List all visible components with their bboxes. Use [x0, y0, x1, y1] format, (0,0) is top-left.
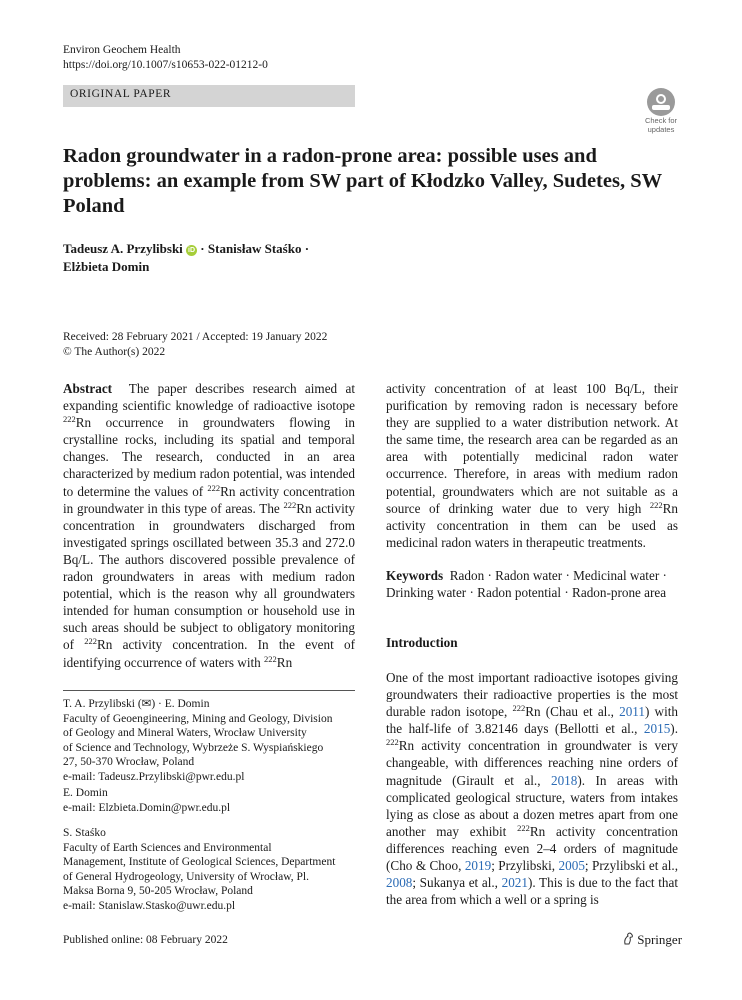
author-3[interactable]: Elżbieta Domin	[63, 259, 150, 274]
received-accepted: Received: 28 February 2021 / Accepted: 19 January 2022	[63, 331, 328, 343]
journal-header	[63, 43, 268, 73]
keywords-text: Radon · Radon water · Medicinal water · Drinking water · Radon potential · Radon-prone area	[386, 568, 667, 601]
abstract-text: Rn activity concentration in them can be used as medicinal radon waters in therapeutic treatments.	[386, 500, 678, 550]
abstract-col1	[63, 380, 355, 671]
check-updates-line1: Check for	[644, 116, 678, 125]
springer-horse-icon	[622, 932, 634, 945]
check-for-updates-badge[interactable]	[641, 88, 681, 134]
affiliation-line: of General Hydrogeology, University of Wrocław, Pl.	[63, 870, 309, 883]
sup: 222	[63, 414, 76, 425]
affiliation-line: Faculty of Geoengineering, Mining and Geology, Division	[63, 712, 333, 725]
abstract-text: Rn activity concentration. In the event of identifying occurrence of waters with	[63, 637, 355, 670]
intro-text: ; Przylibski et al.,	[584, 858, 678, 874]
affiliation-1	[63, 697, 355, 784]
sup: 222	[264, 653, 277, 664]
affiliation-line: of Science and Technology, Wybrzeże S. Wyspiańskiego	[63, 741, 324, 754]
publisher-name: Springer	[637, 932, 683, 947]
intro-text: Rn activity concentration differences reaching even 2–4 orders of magnitude (Cho & Choo,	[386, 823, 678, 874]
citation-link[interactable]: 2021	[501, 875, 528, 891]
author-separator: · Stanisław Staśko ·	[197, 241, 310, 256]
footnote-rule	[63, 690, 355, 691]
published-online: Published online: 08 February 2022	[63, 934, 228, 946]
abstract-text: Rn occurrence in groundwaters flowing in crystalline rocks, including its spatial and temporal changes. The research, conducted in an area characterized by medium radon potential, was intended to determine the values of	[63, 415, 355, 499]
email-link[interactable]: e-mail: Tadeusz.Przylibski@pwr.edu.pl	[63, 770, 245, 783]
abstract-text: Rn	[276, 654, 293, 670]
intro-text: ; Sukanya et al.,	[412, 875, 502, 891]
intro-text: ; Przylibski,	[491, 858, 559, 874]
affiliation-line: Management, Institute of Geological Sciences, Department	[63, 856, 336, 868]
affiliation-line: 27, 50-370 Wrocław, Poland	[63, 756, 195, 768]
affiliation-line: of Geology and Mineral Waters, Wrocław University	[63, 727, 307, 739]
citation-link[interactable]: 2019	[464, 858, 492, 874]
article-type: ORIGINAL PAPER	[70, 88, 172, 100]
intro-text: ).	[670, 721, 678, 737]
dates-block	[63, 330, 327, 360]
sup: 222	[517, 822, 530, 833]
affiliation-line: Faculty of Earth Sciences and Environmental	[63, 841, 272, 854]
article-type-band	[63, 85, 355, 107]
introduction-text	[386, 669, 678, 908]
intro-text: Rn activity concentration in groundwater is very changeable, with differences reaching nine orders of magnitude (Girault et al.,	[386, 738, 678, 788]
intro-text: One of the most important radioactive isotopes giving groundwaters their radioactive properties is the most durable radon isotope,	[386, 670, 678, 720]
abstract-text: Rn activity concentration in groundwater in this type of areas. The	[63, 483, 355, 516]
email-link[interactable]: e-mail: Stanislaw.Stasko@uwr.edu.pl	[63, 899, 236, 912]
sup: 222	[84, 636, 97, 647]
author-list	[63, 240, 483, 276]
doi-link[interactable]: https://doi.org/10.1007/s10653-022-01212-0	[63, 59, 268, 71]
keywords	[386, 567, 678, 601]
affiliation-line: Maksa Borna 9, 50-205 Wrocław, Poland	[63, 885, 253, 897]
author-1[interactable]: Tadeusz A. Przylibski	[63, 241, 183, 256]
sup: 222	[207, 482, 221, 493]
citation-link[interactable]: 2015	[643, 721, 671, 737]
sup: 222	[283, 499, 297, 510]
introduction-heading: Introduction	[386, 635, 458, 650]
citation-link[interactable]: 2011	[619, 704, 645, 720]
intro-text: ) with the half-life of 3.82146 days (Bellotti et al.,	[386, 704, 678, 737]
email-link[interactable]: e-mail: Elzbieta.Domin@pwr.edu.pl	[63, 801, 231, 814]
abstract-text: The paper describes research aimed at expanding scientific knowledge of radioactive isotope	[63, 381, 355, 414]
abstract-label: Abstract	[63, 381, 113, 396]
affiliation-head: T. A. Przylibski (✉) · E. Domin	[63, 698, 210, 710]
orcid-icon[interactable]: iD	[188, 247, 196, 254]
citation-link[interactable]: 2018	[550, 772, 578, 788]
paper-title: Radon groundwater in a radon-prone area: possible uses and problems: an example from SW part of Kłodzko Valley, Sudetes, SW Poland	[63, 145, 662, 217]
affiliation-2	[63, 786, 355, 815]
citation-link[interactable]: 2005	[558, 858, 585, 874]
intro-text: ). This is due to the fact that the area from which a well or a spring is	[386, 875, 678, 908]
check-updates-icon	[647, 88, 675, 116]
journal-name: Environ Geochem Health	[63, 44, 181, 56]
check-updates-line2: updates	[647, 125, 675, 134]
sup: 222	[512, 703, 526, 714]
sup: 222	[649, 499, 663, 510]
intro-text: ). In areas with complicated geological structure, waters from intakes lying as close as about a dozen metres apart from one another may exhibit	[386, 772, 679, 839]
copyright: © The Author(s) 2022	[63, 346, 166, 358]
abstract-col2	[386, 380, 678, 551]
publisher-logo	[622, 932, 682, 948]
affiliation-head: S. Staśko	[63, 827, 106, 839]
sup: 222	[386, 737, 399, 748]
affiliation-3	[63, 826, 355, 913]
affiliation-head: E. Domin	[63, 787, 108, 799]
citation-link[interactable]: 2008	[386, 875, 413, 891]
intro-text: Rn (Chau et al.,	[525, 704, 620, 720]
abstract-text: Rn activity concentration in groundwaters discharged from investigated springs oscillated between 35.3 and 272.0 Bq/L. The authors discovered possible prevalence of radon groundwaters in areas with medium radon potential, which is the reason why all groundwaters intended for human consumption or household use in such areas should be subject to obligatory monitoring of	[63, 500, 355, 653]
abstract-text: activity concentration of at least 100 Bq/L, their purification by removing radon is necessary before they are supplied to a water distribution network. At the same time, the research area can be regarded as an area with potentially medicinal radon water occurrence. Therefore, in areas with medium radon potential, groundwaters which are not suitable as a source of drinking water due to very high	[386, 381, 678, 516]
keywords-label: Keywords	[386, 568, 444, 583]
